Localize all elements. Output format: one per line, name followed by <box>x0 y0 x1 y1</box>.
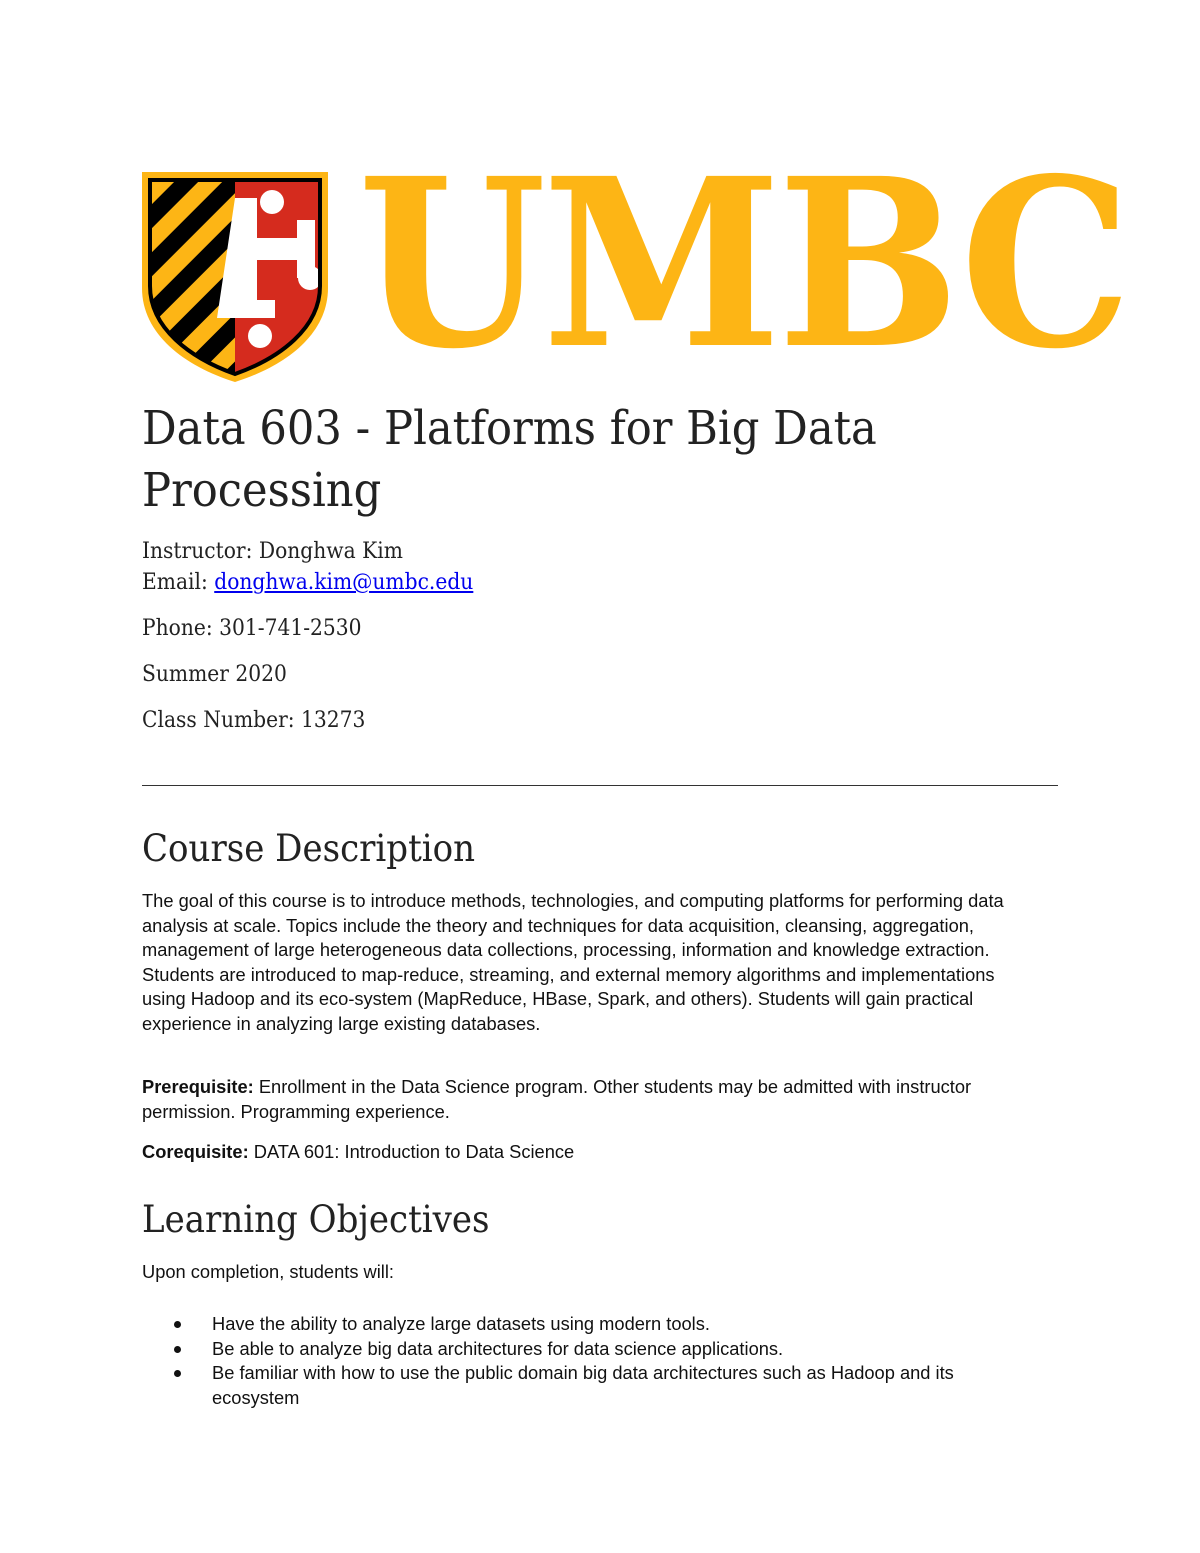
email-link[interactable]: donghwa.kim@umbc.edu <box>214 570 474 595</box>
list-item <box>142 1361 1042 1410</box>
horizontal-divider <box>142 785 1058 786</box>
maryland-flag-shield-icon <box>140 168 330 384</box>
course-title: Data 603 - Platforms for Big Data Processing <box>142 401 877 518</box>
corequisite-text: DATA 601: Introduction to Data Science <box>248 1141 575 1162</box>
list-item <box>142 1337 1042 1362</box>
learning-objectives-heading: Learning Objectives <box>142 1198 490 1241</box>
learning-objectives-intro: Upon completion, students will: <box>142 1261 395 1282</box>
course-description-body: The goal of this course is to introduce methods, technologies, and computing platforms for performing data analysis at scale. Topics include the theory and techniques for data acquisition, cleansing, aggregation, management of large heterogeneous data collections, processing, information and knowledge extraction. Students are introduced to map-reduce, streaming, and external memory algorithms and implementations using Hadoop and its eco-system (MapReduce, HBase, Spark, and others). Students will gain practical experience in analyzing large existing databases. <box>142 890 1004 1034</box>
course-description-heading: Course Description <box>142 827 476 870</box>
list-item-text: Have the ability to analyze large datasets using modern tools. <box>212 1313 710 1334</box>
objectives-list <box>142 1312 1042 1410</box>
bullet-icon <box>174 1370 181 1377</box>
prerequisite-paragraph <box>142 1075 1042 1124</box>
bullet-icon <box>174 1321 181 1328</box>
term-line: Summer 2020 <box>142 662 287 687</box>
class-number-line: Class Number: 13273 <box>142 708 366 733</box>
email-label: Email: <box>142 570 215 595</box>
corequisite-label: Corequisite: <box>142 1141 249 1162</box>
list-item-text: Be able to analyze big data architectures for data science applications. <box>212 1337 784 1359</box>
corequisite-paragraph <box>142 1140 1042 1165</box>
bullet-icon <box>174 1346 181 1353</box>
prerequisite-text: Enrollment in the Data Science program. Other students may be admitted with instructor permission. Programming experience. <box>142 1076 972 1122</box>
list-item-text: Be familiar with how to use the public domain big data architectures such as Hadoop and its ecosystem <box>212 1362 954 1408</box>
email-line <box>142 569 473 597</box>
instructor-line: Instructor: Donghwa Kim <box>142 539 403 564</box>
list-item <box>142 1312 1042 1337</box>
prerequisite-label: Prerequisite: <box>142 1076 254 1097</box>
phone-line: Phone: 301-741-2530 <box>142 616 362 641</box>
umbc-wordmark: UMBC <box>358 127 1129 400</box>
umbc-logo <box>140 127 1129 400</box>
